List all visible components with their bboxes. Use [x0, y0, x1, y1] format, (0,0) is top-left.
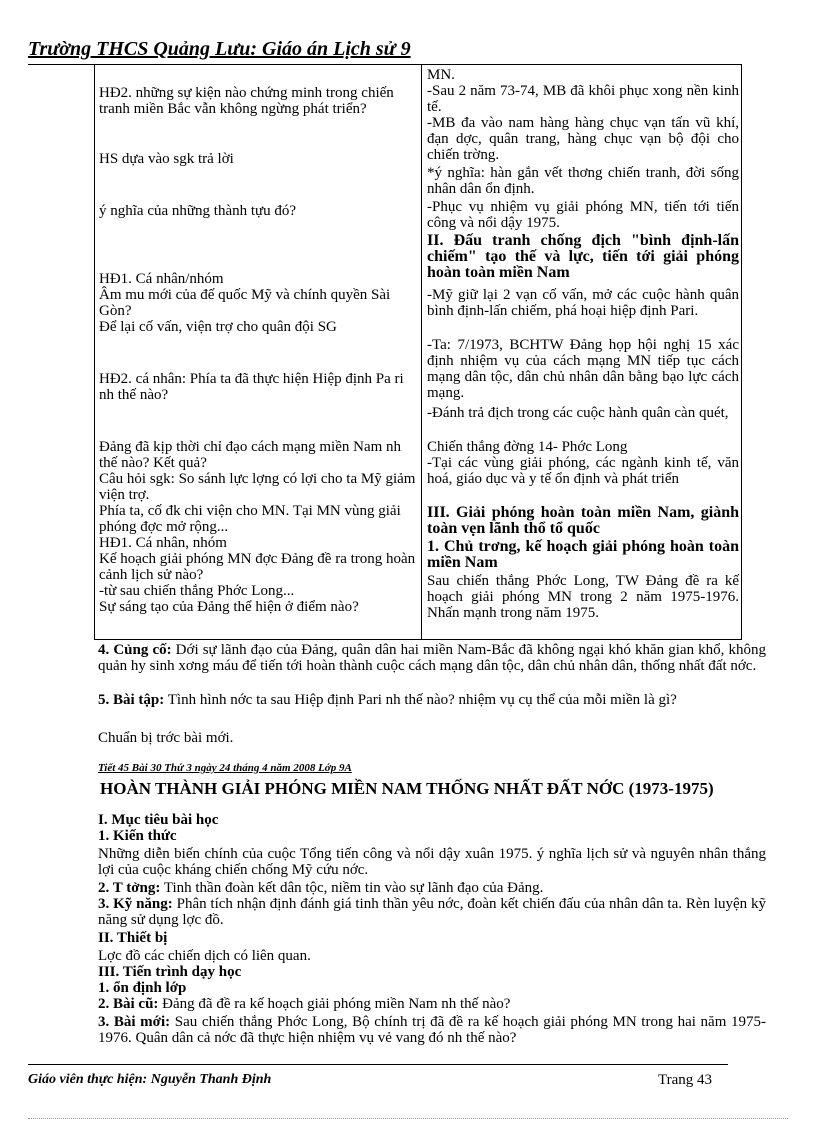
right-economy: -Sau 2 năm 73-74, MB đã khôi phục xong nền kinh tế. — [427, 83, 739, 115]
right-plan-text: Sau chiến thắng Phớc Long, TW Đảng đề ra kế hoạch giải phóng MN trong 2 năm 1975-1976. Nhấn mạnh trong năm 1975. — [427, 573, 739, 621]
baitap-text: Tình hình nớc ta sau Hiệp định Pari nh thế nào? nhiệm vụ cụ thể của mỗi miền là gì? — [164, 692, 677, 708]
right-subsection-1-heading: 1. Chủ trơng, kế hoạch giải phóng hoàn toàn miền Nam — [427, 538, 739, 571]
left-support-note: Phía ta, cố đk chi viện cho MN. Tại MN vùng giải phóng đợc mở rộng... — [99, 503, 401, 535]
page-number: Trang 43 — [658, 1072, 713, 1088]
left-paris-question: HĐ2. cá nhân: Phía ta đã thực hiện Hiệp định Pa ri nh thế nào? — [99, 371, 404, 403]
right-section-ii-heading: II. Đấu tranh chống địch "bình định-lấn chiếm" tạo thế và lực, tiến tới giải phóng hoàn toàn miền Nam — [427, 232, 739, 281]
right-plenum-15: -Ta: 7/1973, BCHTW Đảng họp hội nghị 15 xác định nhiệm vụ của cách mạng MN tiếp tục cách mạng dân tộc, dân chủ nhân dân bằng bạo lực cách mạng. — [427, 337, 739, 401]
right-support: -MB đa vào nam hàng hàng chục vạn tấn vũ khí, đạn dợc, quân trang, hàng chục vạn bộ đội cho chiến trờng. — [427, 115, 739, 163]
cungco-text: Dới sự lãnh đạo của Đảng, quân dân hai miền Nam-Bắc đã không ngại khó khăn gian khổ, không quản hy sinh xơng máu để tiến tới hoàn thành cuộc cách mạng dân tộc, dân chủ nhân dân, thống nhất đất nớc. — [98, 642, 766, 674]
column-divider — [421, 65, 422, 639]
tutuong-text: Tinh thần đoàn kết dân tộc, niềm tin vào sự lãnh đạo của Đảng. — [160, 880, 544, 896]
left-us-plan-question: Âm mu mới của đế quốc Mỹ và chính quyền Sài Gòn? — [99, 287, 391, 319]
left-plan-question: Kế hoạch giải phóng MN đợc Đảng đề ra trong hoàn cảnh lịch sử nào? — [99, 551, 416, 583]
left-advisors-note: Để lại cố vấn, viện trợ cho quân đội SG — [99, 319, 337, 335]
right-liberated-areas: -Tại các vùng giải phóng, các ngành kinh tế, văn hoá, giáo dục và y tế ổn định và phát triển — [427, 455, 739, 487]
lesson-title: HOÀN THÀNH GIẢI PHÓNG MIỀN NAM THỐNG NHẤT ĐẤT NỚC (1973-1975) — [100, 779, 714, 798]
muctieu-heading: I. Mục tiêu bài học — [98, 812, 219, 828]
right-mn: MN. — [427, 67, 455, 83]
left-phuoclong-note: -từ sau chiến thắng Phớc Long... — [99, 583, 295, 599]
baimoi-paragraph — [98, 1014, 766, 1046]
kienthuc-text: Những diễn biến chính của cuộc Tổng tiến công và nổi dậy xuân 1975. ý nghĩa lịch sử và nguyên nhân thắng lợi của cuộc kháng chiến chống Mỹ cứu nớc. — [98, 846, 766, 878]
tutuong-label: 2. T tởng: — [98, 880, 161, 896]
tutuong-paragraph — [98, 880, 766, 896]
kynang-label: 3. Kỹ năng: — [98, 896, 173, 912]
baimoi-text: Sau chiến thắng Phớc Long, Bộ chính trị đã đề ra kế hoạch giải phóng MN trong hai năm 1975-1976. Quân dân cả nớc đã thực hiện nhiệm vụ vẻ vang đó nh thế nào? — [98, 1014, 766, 1046]
baicu-text: Đảng đã đề ra kế hoạch giải phóng miền Nam nh thế nào? — [158, 996, 511, 1012]
right-us-advisors: -Mỹ giữ lại 2 vạn cố vấn, mở các cuộc hành quân bình định-lấn chiếm, phá hoại hiệp định Pari. — [427, 287, 739, 319]
left-sgk-question: Câu hỏi sgk: So sánh lực lợng có lợi cho ta Mỹ giảm viện trợ. — [99, 471, 416, 503]
kynang-text: Phân tích nhận định đánh giá tinh thần yêu nớc, đoàn kết chiến đấu của nhân dân ta. Rèn luyện kỹ năng sử dụng lợc đồ. — [98, 896, 766, 928]
footer-divider — [28, 1064, 728, 1065]
lesson-table — [94, 64, 742, 640]
left-hd2-question: HĐ2. những sự kiện nào chứng minh trong chiến tranh miền Bắc vẫn không ngừng phát triển? — [99, 85, 394, 117]
left-hs-answer: HS dựa vào sgk trả lời — [99, 151, 234, 167]
right-counterattack: -Đánh trả địch trong các cuộc hành quân càn quét, — [427, 405, 729, 421]
right-serve: -Phục vụ nhiệm vụ giải phóng MN, tiến tới tiến công và nổi dậy 1975. — [427, 199, 739, 231]
right-phuoclong-victory: Chiến thắng đờng 14- Phớc Long — [427, 439, 628, 455]
cungco-paragraph — [98, 642, 766, 674]
right-meaning: *ý nghĩa: hàn gắn vết thơng chiến tranh, đời sống nhân dân ổn định. — [427, 165, 739, 197]
left-party-question: Đảng đã kịp thời chỉ đạo cách mạng miền Nam nh thế nào? Kết quả? — [99, 439, 402, 471]
ondinh-heading: 1. ổn định lớp — [98, 980, 187, 996]
baicu-paragraph — [98, 996, 766, 1012]
baicu-label: 2. Bài cũ: — [98, 996, 159, 1012]
right-section-iii-heading: III. Giải phóng hoàn toàn miền Nam, giành toàn vẹn lãnh thổ tổ quốc — [427, 504, 739, 537]
left-hd1-label: HĐ1. Cá nhân/nhóm — [99, 271, 224, 287]
teacher-name: Giáo viên thực hiện: Nguyễn Thanh Định — [28, 1072, 272, 1087]
page-header-title: Trường THCS Quảng Lưu: Giáo án Lịch sử 9 — [28, 38, 411, 60]
lesson-date-line: Tiết 45 Bài 30 Thứ 3 ngày 24 tháng 4 năm 2008 Lớp 9A — [98, 762, 352, 774]
baitap-label: 5. Bài tập: — [98, 692, 165, 708]
baimoi-label: 3. Bài mới: — [98, 1014, 171, 1030]
left-creativity-question: Sự sáng tạo của Đảng thể hiện ở điểm nào? — [99, 599, 359, 615]
kienthuc-heading: 1. Kiến thức — [98, 828, 177, 844]
tientrinh-heading: III. Tiến trình dạy học — [98, 964, 242, 980]
left-meaning-question: ý nghĩa của những thành tựu đó? — [99, 203, 297, 219]
thietbi-heading: II. Thiết bị — [98, 930, 168, 946]
cungco-label: 4. Củng cố: — [98, 642, 172, 658]
baitap-paragraph — [98, 692, 766, 708]
kynang-paragraph — [98, 896, 766, 928]
thietbi-text: Lợc đồ các chiến dịch có liên quan. — [98, 948, 311, 964]
left-hd1-group: HĐ1. Cá nhân, nhóm — [99, 535, 227, 551]
page-separator — [28, 1118, 788, 1119]
chuanbi-text: Chuẩn bị trớc bài mới. — [98, 730, 234, 746]
